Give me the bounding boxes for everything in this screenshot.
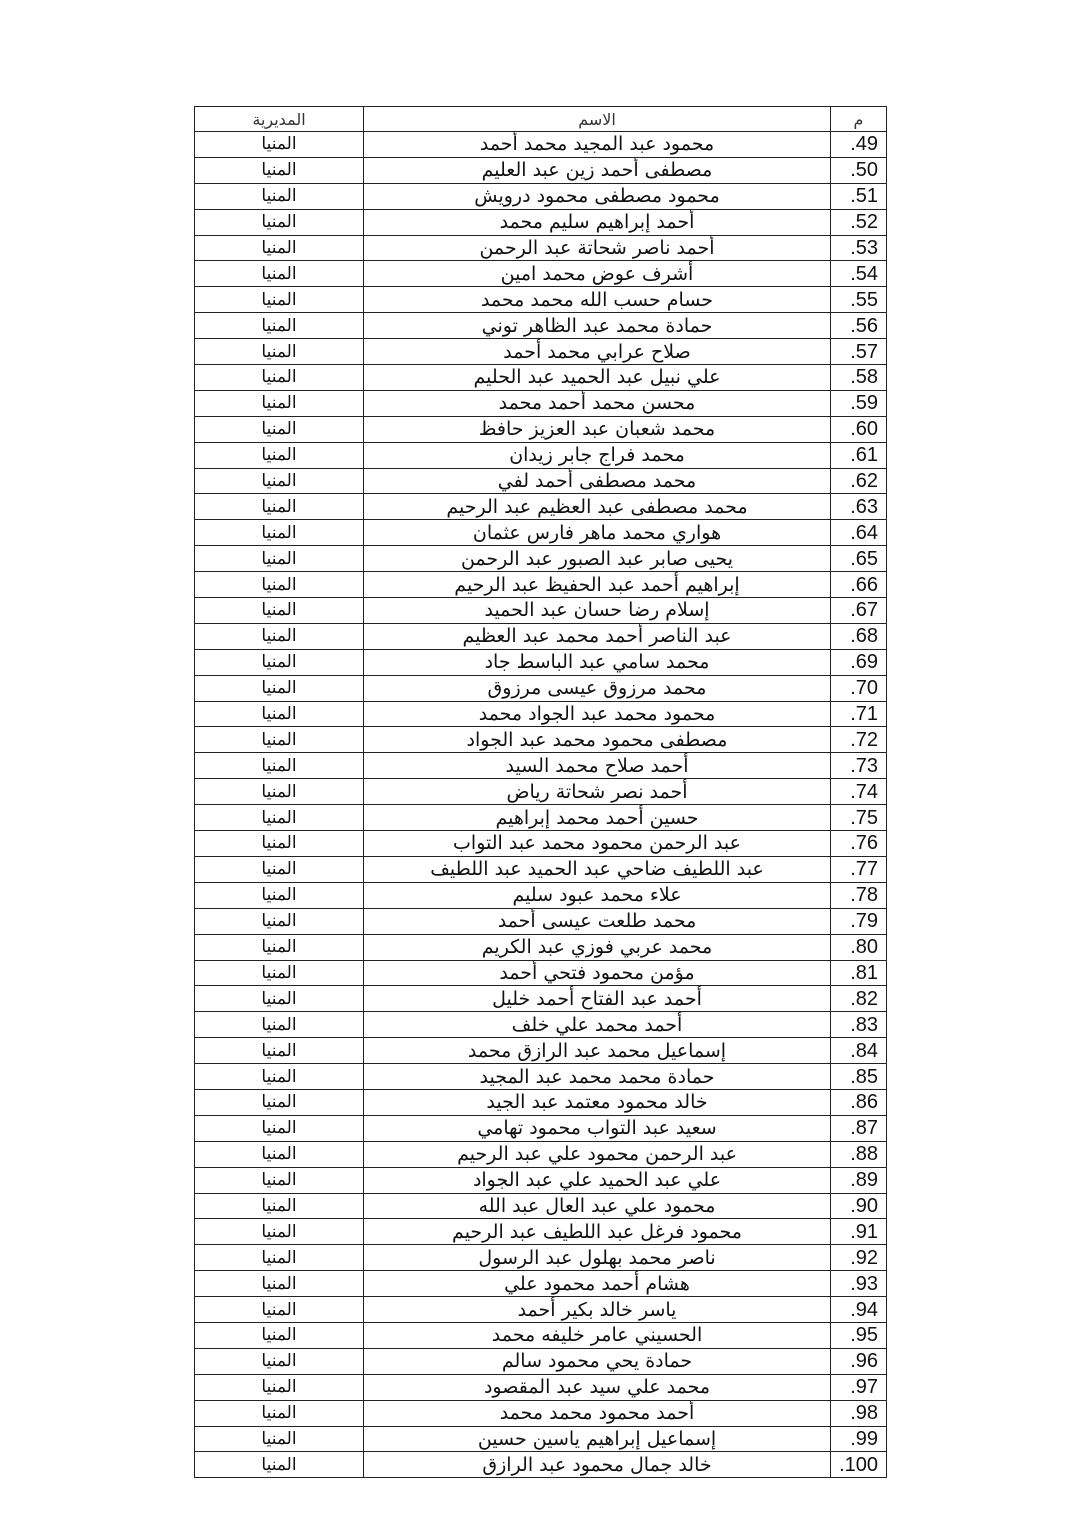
table-row [195, 390, 887, 416]
table-row [195, 572, 887, 598]
name-cell: محمد مصطفى أحمد لفي [364, 468, 831, 494]
table-row [195, 1297, 887, 1323]
table-row [195, 1271, 887, 1297]
names-table [194, 106, 887, 1478]
governorate-cell: المنيا [195, 572, 364, 598]
name-cell: حمادة محمد محمد عبد المجيد [364, 1064, 831, 1090]
name-cell: علي نبيل عبد الحميد عبد الحليم [364, 365, 831, 391]
governorate-cell: المنيا [195, 1089, 364, 1115]
name-cell: محمود محمد عبد الجواد محمد [364, 701, 831, 727]
governorate-cell: المنيا [195, 390, 364, 416]
number-cell: .93 [831, 1271, 887, 1297]
table-row [195, 1167, 887, 1193]
number-cell: .69 [831, 649, 887, 675]
number-cell: .89 [831, 1167, 887, 1193]
name-cell: ياسر خالد بكير أحمد [364, 1297, 831, 1323]
name-cell: يحيى صابر عبد الصبور عبد الرحمن [364, 546, 831, 572]
table-row [195, 1400, 887, 1426]
table-header-row [195, 107, 887, 132]
name-cell: محمد عربي فوزي عبد الكريم [364, 934, 831, 960]
name-cell: حمادة محمد عبد الظاهر توني [364, 313, 831, 339]
number-cell: .65 [831, 546, 887, 572]
table-row [195, 1322, 887, 1348]
name-cell: مؤمن محمود فتحي أحمد [364, 960, 831, 986]
governorate-cell: المنيا [195, 701, 364, 727]
name-cell: محمد شعبان عبد العزيز حافظ [364, 416, 831, 442]
header-name: الاسم [364, 107, 831, 132]
name-cell: صلاح عرابي محمد أحمد [364, 339, 831, 365]
number-cell: .61 [831, 442, 887, 468]
governorate-cell: المنيا [195, 442, 364, 468]
governorate-cell: المنيا [195, 157, 364, 183]
table-row [195, 1115, 887, 1141]
governorate-cell: المنيا [195, 468, 364, 494]
governorate-cell: المنيا [195, 934, 364, 960]
governorate-cell: المنيا [195, 986, 364, 1012]
governorate-cell: المنيا [195, 1400, 364, 1426]
number-cell: .53 [831, 235, 887, 261]
table-row [195, 598, 887, 624]
governorate-cell: المنيا [195, 313, 364, 339]
governorate-cell: المنيا [195, 1322, 364, 1348]
header-governorate: المديرية [195, 107, 364, 132]
number-cell: .73 [831, 753, 887, 779]
table-row [195, 1348, 887, 1374]
number-cell: .64 [831, 520, 887, 546]
name-cell: علي عبد الحميد علي عبد الجواد [364, 1167, 831, 1193]
table-row [195, 132, 887, 158]
number-cell: .83 [831, 1012, 887, 1038]
governorate-cell: المنيا [195, 132, 364, 158]
table-row [195, 468, 887, 494]
governorate-cell: المنيا [195, 779, 364, 805]
number-cell: .85 [831, 1064, 887, 1090]
name-cell: أحمد عبد الفتاح أحمد خليل [364, 986, 831, 1012]
governorate-cell: المنيا [195, 1271, 364, 1297]
table-row [195, 1245, 887, 1271]
table-row [195, 1426, 887, 1452]
table-row [195, 805, 887, 831]
number-cell: .60 [831, 416, 887, 442]
governorate-cell: المنيا [195, 1245, 364, 1271]
table-row [195, 235, 887, 261]
name-cell: مصطفى أحمد زين عبد العليم [364, 157, 831, 183]
name-cell: إسلام رضا حسان عبد الحميد [364, 598, 831, 624]
governorate-cell: المنيا [195, 365, 364, 391]
number-cell: .62 [831, 468, 887, 494]
number-cell: .95 [831, 1322, 887, 1348]
governorate-cell: المنيا [195, 494, 364, 520]
governorate-cell: المنيا [195, 546, 364, 572]
number-cell: .90 [831, 1193, 887, 1219]
table-row [195, 1219, 887, 1245]
governorate-cell: المنيا [195, 1038, 364, 1064]
number-cell: .96 [831, 1348, 887, 1374]
table-row [195, 727, 887, 753]
number-cell: .82 [831, 986, 887, 1012]
number-cell: .49 [831, 132, 887, 158]
number-cell: .91 [831, 1219, 887, 1245]
number-cell: .56 [831, 313, 887, 339]
number-cell: .100 [831, 1452, 887, 1478]
governorate-cell: المنيا [195, 882, 364, 908]
number-cell: .84 [831, 1038, 887, 1064]
table-row [195, 339, 887, 365]
table-row [195, 1012, 887, 1038]
number-cell: .88 [831, 1141, 887, 1167]
table-row [195, 494, 887, 520]
name-cell: أحمد ناصر شحاتة عبد الرحمن [364, 235, 831, 261]
governorate-cell: المنيا [195, 1193, 364, 1219]
name-cell: عبد الرحمن محمود علي عبد الرحيم [364, 1141, 831, 1167]
table-row [195, 701, 887, 727]
number-cell: .67 [831, 598, 887, 624]
governorate-cell: المنيا [195, 1348, 364, 1374]
table-row [195, 442, 887, 468]
number-cell: .66 [831, 572, 887, 598]
governorate-cell: المنيا [195, 1141, 364, 1167]
governorate-cell: المنيا [195, 598, 364, 624]
governorate-cell: المنيا [195, 1452, 364, 1478]
governorate-cell: المنيا [195, 1426, 364, 1452]
name-cell: إسماعيل إبراهيم ياسين حسين [364, 1426, 831, 1452]
table-row [195, 313, 887, 339]
number-cell: .92 [831, 1245, 887, 1271]
governorate-cell: المنيا [195, 649, 364, 675]
number-cell: .81 [831, 960, 887, 986]
table-row [195, 1452, 887, 1478]
table-row [195, 675, 887, 701]
name-cell: محمد سامي عبد الباسط جاد [364, 649, 831, 675]
number-cell: .77 [831, 856, 887, 882]
table-row [195, 649, 887, 675]
governorate-cell: المنيا [195, 209, 364, 235]
number-cell: .74 [831, 779, 887, 805]
name-cell: محمد طلعت عيسى أحمد [364, 908, 831, 934]
name-cell: إسماعيل محمد عبد الرازق محمد [364, 1038, 831, 1064]
number-cell: .76 [831, 831, 887, 857]
governorate-cell: المنيا [195, 623, 364, 649]
number-cell: .68 [831, 623, 887, 649]
number-cell: .63 [831, 494, 887, 520]
name-cell: محمود فرغل عبد اللطيف عبد الرحيم [364, 1219, 831, 1245]
name-cell: حسام حسب الله محمد محمد [364, 287, 831, 313]
table-row [195, 209, 887, 235]
name-cell: الحسيني عامر خليفه محمد [364, 1322, 831, 1348]
governorate-cell: المنيا [195, 520, 364, 546]
number-cell: .75 [831, 805, 887, 831]
governorate-cell: المنيا [195, 416, 364, 442]
name-cell: عبد الناصر أحمد محمد عبد العظيم [364, 623, 831, 649]
number-cell: .59 [831, 390, 887, 416]
table-row [195, 1193, 887, 1219]
table-row [195, 1038, 887, 1064]
number-cell: .57 [831, 339, 887, 365]
table-body [195, 132, 887, 1478]
name-cell: محمد علي سيد عبد المقصود [364, 1374, 831, 1400]
table-row [195, 157, 887, 183]
name-cell: محمد فراج جابر زيدان [364, 442, 831, 468]
number-cell: .87 [831, 1115, 887, 1141]
governorate-cell: المنيا [195, 805, 364, 831]
number-cell: .98 [831, 1400, 887, 1426]
name-cell: هشام أحمد محمود علي [364, 1271, 831, 1297]
governorate-cell: المنيا [195, 287, 364, 313]
name-cell: محمد مرزوق عيسى مرزوق [364, 675, 831, 701]
table-row [195, 287, 887, 313]
table-row [195, 882, 887, 908]
governorate-cell: المنيا [195, 675, 364, 701]
number-cell: .99 [831, 1426, 887, 1452]
table-row [195, 520, 887, 546]
name-cell: علاء محمد عبود سليم [364, 882, 831, 908]
governorate-cell: المنيا [195, 183, 364, 209]
governorate-cell: المنيا [195, 1219, 364, 1245]
governorate-cell: المنيا [195, 1012, 364, 1038]
governorate-cell: المنيا [195, 908, 364, 934]
number-cell: .50 [831, 157, 887, 183]
name-cell: مصطفى محمود محمد عبد الجواد [364, 727, 831, 753]
name-cell: محمود علي عبد العال عبد الله [364, 1193, 831, 1219]
name-cell: أحمد إبراهيم سليم محمد [364, 209, 831, 235]
table-row [195, 365, 887, 391]
number-cell: .51 [831, 183, 887, 209]
name-cell: عبد الرحمن محمود محمد عبد التواب [364, 831, 831, 857]
table-row [195, 934, 887, 960]
name-cell: أحمد محمود محمد محمد [364, 1400, 831, 1426]
table-row [195, 416, 887, 442]
name-cell: أحمد محمد علي خلف [364, 1012, 831, 1038]
name-cell: محمود عبد المجيد محمد أحمد [364, 132, 831, 158]
name-cell: أحمد نصر شحاتة رياض [364, 779, 831, 805]
table-row [195, 261, 887, 287]
name-cell: محسن محمد أحمد محمد [364, 390, 831, 416]
number-cell: .71 [831, 701, 887, 727]
name-cell: سعيد عبد التواب محمود تهامي [364, 1115, 831, 1141]
table-row [195, 831, 887, 857]
name-cell: إبراهيم أحمد عبد الحفيظ عبد الرحيم [364, 572, 831, 598]
table-row [195, 856, 887, 882]
header-number: م [831, 107, 887, 132]
name-cell: هواري محمد ماهر فارس عثمان [364, 520, 831, 546]
table-row [195, 986, 887, 1012]
names-table-container [194, 106, 886, 1478]
name-cell: خالد محمود معتمد عبد الجيد [364, 1089, 831, 1115]
number-cell: .80 [831, 934, 887, 960]
number-cell: .78 [831, 882, 887, 908]
number-cell: .70 [831, 675, 887, 701]
name-cell: خالد جمال محمود عبد الرازق [364, 1452, 831, 1478]
table-row [195, 1089, 887, 1115]
governorate-cell: المنيا [195, 1374, 364, 1400]
number-cell: .52 [831, 209, 887, 235]
governorate-cell: المنيا [195, 1297, 364, 1323]
table-row [195, 1141, 887, 1167]
name-cell: عبد اللطيف ضاحي عبد الحميد عبد اللطيف [364, 856, 831, 882]
number-cell: .58 [831, 365, 887, 391]
governorate-cell: المنيا [195, 1064, 364, 1090]
table-row [195, 1374, 887, 1400]
governorate-cell: المنيا [195, 727, 364, 753]
governorate-cell: المنيا [195, 1167, 364, 1193]
governorate-cell: المنيا [195, 960, 364, 986]
governorate-cell: المنيا [195, 831, 364, 857]
number-cell: .79 [831, 908, 887, 934]
number-cell: .54 [831, 261, 887, 287]
name-cell: حسين أحمد محمد إبراهيم [364, 805, 831, 831]
governorate-cell: المنيا [195, 753, 364, 779]
name-cell: محمد مصطفى عبد العظيم عبد الرحيم [364, 494, 831, 520]
table-row [195, 623, 887, 649]
governorate-cell: المنيا [195, 856, 364, 882]
governorate-cell: المنيا [195, 339, 364, 365]
table-row [195, 779, 887, 805]
name-cell: أحمد صلاح محمد السيد [364, 753, 831, 779]
number-cell: .86 [831, 1089, 887, 1115]
number-cell: .72 [831, 727, 887, 753]
governorate-cell: المنيا [195, 1115, 364, 1141]
table-row [195, 546, 887, 572]
name-cell: محمود مصطفى محمود درويش [364, 183, 831, 209]
table-row [195, 1064, 887, 1090]
governorate-cell: المنيا [195, 261, 364, 287]
name-cell: حمادة يحي محمود سالم [364, 1348, 831, 1374]
table-row [195, 753, 887, 779]
number-cell: .97 [831, 1374, 887, 1400]
governorate-cell: المنيا [195, 235, 364, 261]
table-row [195, 960, 887, 986]
table-row [195, 908, 887, 934]
name-cell: ناصر محمد بهلول عبد الرسول [364, 1245, 831, 1271]
number-cell: .94 [831, 1297, 887, 1323]
number-cell: .55 [831, 287, 887, 313]
table-row [195, 183, 887, 209]
name-cell: أشرف عوض محمد امين [364, 261, 831, 287]
